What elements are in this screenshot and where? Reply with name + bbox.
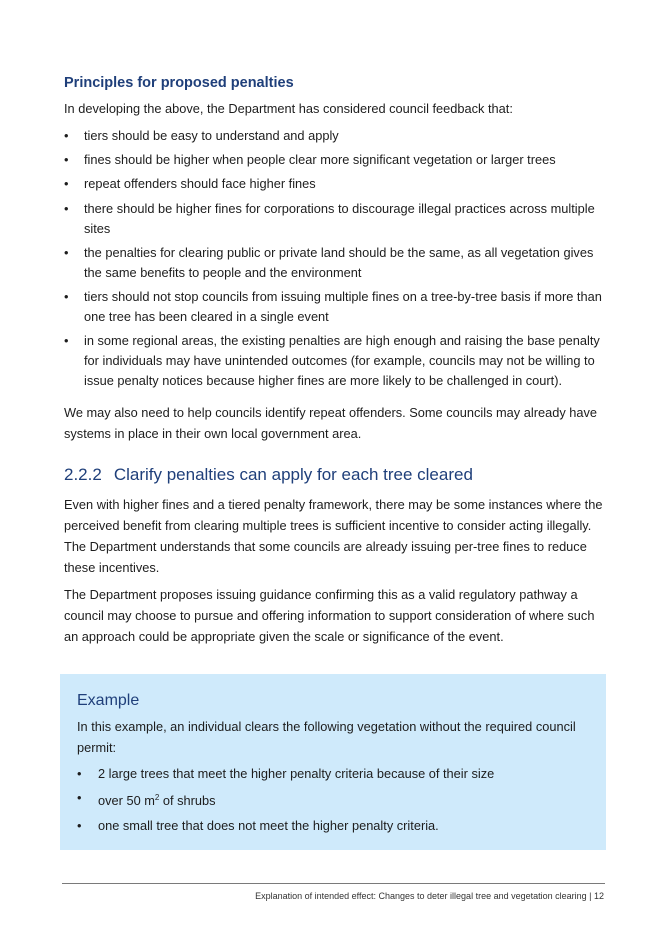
list-item: • there should be higher fines for corporations to discourage illegal practices across multiple sites <box>64 200 595 236</box>
list-item: • over 50 $m^2$ of shrubs <box>77 790 216 809</box>
list-item: • in some regional areas, the existing penalties are high enough and raising the base penalty for individuals may have unintended outcomes (for example, councils may not be willing to issue penalty notices because higher fines are more likely to be challenged in court). <box>64 333 600 389</box>
section-title: Clarify penalties can apply for each tree cleared <box>113 465 473 484</box>
section-paragraph-1: Even with higher fines and a tiered penalty framework, there may be some instances where the perceived benefit from clearing multiple trees is sufficient incentive to consider acting illegally. The Department understands that some councils are already issuing per-tree fines to reduce these incentives. <box>64 497 603 575</box>
list-item: • one small tree that does not meet the higher penalty criteria. <box>77 817 439 833</box>
list-item: • fines should be higher when people clear more significant vegetation or larger trees <box>64 152 556 168</box>
example-title: Example <box>77 692 140 709</box>
list-item: • tiers should be easy to understand and apply <box>64 128 339 143</box>
footer-divider <box>62 883 605 884</box>
section-heading <box>64 465 473 485</box>
example-intro: In this example, an individual clears the following vegetation without the required council permit: <box>77 719 576 755</box>
principles-list <box>64 126 609 395</box>
principles-intro: In developing the above, the Department has considered council feedback that: <box>64 101 513 116</box>
list-item: • 2 large trees that meet the higher penalty criteria because of their size <box>77 766 495 781</box>
section-number: 2.2.2 <box>64 465 102 484</box>
page-footer: Explanation of intended effect: Changes to deter illegal tree and vegetation clearing | 12 <box>255 891 604 901</box>
principles-heading: Principles for proposed penalties <box>64 75 294 91</box>
section-paragraph-2: The Department proposes issuing guidance confirming this as a valid regulatory pathway a council may choose to pursue and offering information to support consideration of where such an approach could be appropriate given the scale or significance of the event. <box>64 587 595 644</box>
list-item: • tiers should not stop councils from issuing multiple fines on a tree-by-tree basis if more than one tree has been cleared in a single event <box>64 288 602 324</box>
list-item: • repeat offenders should face higher fines <box>64 176 316 192</box>
list-item: • the penalties for clearing public or private land should be the same, as all vegetation gives the same benefits to people and the environment <box>64 244 594 280</box>
example-box <box>60 674 606 850</box>
principles-outro: We may also need to help councils identify repeat offenders. Some councils may already have systems in place in their own local government area. <box>64 405 598 441</box>
example-list <box>77 764 587 840</box>
